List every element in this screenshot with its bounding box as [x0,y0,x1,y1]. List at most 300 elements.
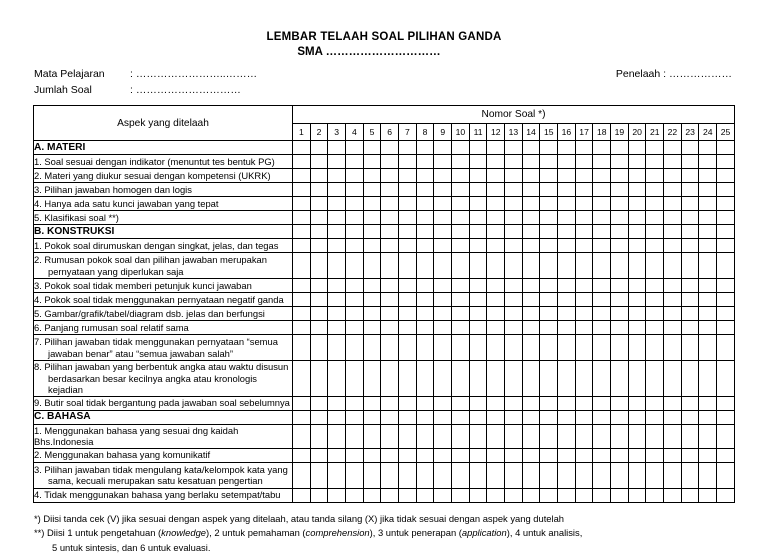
score-cell[interactable] [346,361,364,397]
score-cell[interactable] [664,448,682,462]
score-cell[interactable] [522,335,540,361]
score-cell[interactable] [505,253,523,279]
score-cell[interactable] [363,169,381,183]
score-cell[interactable] [558,335,576,361]
score-cell[interactable] [505,448,523,462]
score-cell[interactable] [717,169,735,183]
score-cell[interactable] [664,462,682,488]
score-cell[interactable] [522,410,540,424]
score-cell[interactable] [611,141,629,155]
score-cell[interactable] [699,279,717,293]
score-cell[interactable] [434,155,452,169]
score-cell[interactable] [611,197,629,211]
score-cell[interactable] [575,448,593,462]
score-cell[interactable] [310,293,328,307]
score-cell[interactable] [522,462,540,488]
score-cell[interactable] [505,361,523,397]
score-cell[interactable] [328,169,346,183]
score-cell[interactable] [469,253,487,279]
score-cell[interactable] [310,155,328,169]
score-cell[interactable] [381,211,399,225]
score-cell[interactable] [699,239,717,253]
score-cell[interactable] [575,225,593,239]
score-cell[interactable] [717,396,735,410]
score-cell[interactable] [717,335,735,361]
score-cell[interactable] [628,183,646,197]
score-cell[interactable] [664,279,682,293]
score-cell[interactable] [328,335,346,361]
score-cell[interactable] [699,169,717,183]
score-cell[interactable] [646,410,664,424]
score-cell[interactable] [346,141,364,155]
score-cell[interactable] [293,448,311,462]
score-cell[interactable] [628,335,646,361]
score-cell[interactable] [452,424,470,448]
score-cell[interactable] [328,424,346,448]
score-cell[interactable] [646,335,664,361]
score-cell[interactable] [310,307,328,321]
score-cell[interactable] [328,396,346,410]
score-cell[interactable] [558,239,576,253]
score-cell[interactable] [434,141,452,155]
score-cell[interactable] [310,279,328,293]
score-cell[interactable] [593,424,611,448]
score-cell[interactable] [399,197,417,211]
score-cell[interactable] [399,183,417,197]
score-cell[interactable] [310,197,328,211]
score-cell[interactable] [717,488,735,502]
score-cell[interactable] [346,307,364,321]
score-cell[interactable] [575,307,593,321]
score-cell[interactable] [399,396,417,410]
score-cell[interactable] [681,141,699,155]
score-cell[interactable] [416,410,434,424]
score-cell[interactable] [452,307,470,321]
score-cell[interactable] [346,335,364,361]
score-cell[interactable] [399,211,417,225]
score-cell[interactable] [681,279,699,293]
score-cell[interactable] [628,410,646,424]
score-cell[interactable] [646,448,664,462]
score-cell[interactable] [575,155,593,169]
score-cell[interactable] [416,141,434,155]
score-cell[interactable] [363,211,381,225]
score-cell[interactable] [487,141,505,155]
score-cell[interactable] [310,141,328,155]
score-cell[interactable] [505,141,523,155]
score-cell[interactable] [540,197,558,211]
score-cell[interactable] [558,293,576,307]
score-cell[interactable] [381,197,399,211]
score-cell[interactable] [381,424,399,448]
score-cell[interactable] [558,462,576,488]
score-cell[interactable] [593,293,611,307]
score-cell[interactable] [646,307,664,321]
score-cell[interactable] [522,211,540,225]
score-cell[interactable] [293,253,311,279]
score-cell[interactable] [381,169,399,183]
score-cell[interactable] [540,141,558,155]
score-cell[interactable] [328,225,346,239]
score-cell[interactable] [452,396,470,410]
score-cell[interactable] [416,361,434,397]
score-cell[interactable] [717,307,735,321]
score-cell[interactable] [469,279,487,293]
score-cell[interactable] [434,211,452,225]
score-cell[interactable] [628,211,646,225]
score-cell[interactable] [628,321,646,335]
score-cell[interactable] [558,253,576,279]
score-cell[interactable] [469,462,487,488]
score-cell[interactable] [681,169,699,183]
score-cell[interactable] [699,225,717,239]
score-cell[interactable] [310,396,328,410]
score-cell[interactable] [664,197,682,211]
score-cell[interactable] [293,410,311,424]
score-cell[interactable] [293,321,311,335]
score-cell[interactable] [611,448,629,462]
score-cell[interactable] [611,462,629,488]
score-cell[interactable] [363,396,381,410]
score-cell[interactable] [540,293,558,307]
score-cell[interactable] [505,183,523,197]
score-cell[interactable] [681,335,699,361]
score-cell[interactable] [381,488,399,502]
score-cell[interactable] [381,335,399,361]
score-cell[interactable] [558,361,576,397]
score-cell[interactable] [717,253,735,279]
score-cell[interactable] [699,183,717,197]
score-cell[interactable] [328,410,346,424]
score-cell[interactable] [487,448,505,462]
score-cell[interactable] [558,225,576,239]
score-cell[interactable] [363,197,381,211]
score-cell[interactable] [452,410,470,424]
score-cell[interactable] [434,396,452,410]
score-cell[interactable] [540,183,558,197]
score-cell[interactable] [434,361,452,397]
score-cell[interactable] [381,448,399,462]
score-cell[interactable] [558,410,576,424]
score-cell[interactable] [593,141,611,155]
score-cell[interactable] [540,424,558,448]
score-cell[interactable] [310,462,328,488]
score-cell[interactable] [558,211,576,225]
score-cell[interactable] [628,488,646,502]
score-cell[interactable] [346,488,364,502]
score-cell[interactable] [593,225,611,239]
score-cell[interactable] [399,293,417,307]
score-cell[interactable] [381,253,399,279]
score-cell[interactable] [487,197,505,211]
score-cell[interactable] [452,211,470,225]
score-cell[interactable] [416,307,434,321]
score-cell[interactable] [522,169,540,183]
score-cell[interactable] [522,321,540,335]
score-cell[interactable] [381,361,399,397]
score-cell[interactable] [293,141,311,155]
score-cell[interactable] [593,183,611,197]
score-cell[interactable] [664,169,682,183]
score-cell[interactable] [558,155,576,169]
score-cell[interactable] [558,396,576,410]
score-cell[interactable] [381,293,399,307]
score-cell[interactable] [575,253,593,279]
score-cell[interactable] [522,448,540,462]
score-cell[interactable] [628,462,646,488]
score-cell[interactable] [593,448,611,462]
score-cell[interactable] [469,410,487,424]
score-cell[interactable] [328,211,346,225]
score-cell[interactable] [293,169,311,183]
score-cell[interactable] [664,211,682,225]
score-cell[interactable] [328,141,346,155]
score-cell[interactable] [469,307,487,321]
score-cell[interactable] [346,211,364,225]
score-cell[interactable] [575,321,593,335]
score-cell[interactable] [646,253,664,279]
score-cell[interactable] [558,141,576,155]
score-cell[interactable] [540,396,558,410]
score-cell[interactable] [681,424,699,448]
score-cell[interactable] [346,424,364,448]
score-cell[interactable] [399,169,417,183]
score-cell[interactable] [575,462,593,488]
score-cell[interactable] [699,155,717,169]
score-cell[interactable] [558,197,576,211]
score-cell[interactable] [664,239,682,253]
score-cell[interactable] [522,424,540,448]
score-cell[interactable] [717,197,735,211]
score-cell[interactable] [699,141,717,155]
score-cell[interactable] [664,410,682,424]
score-cell[interactable] [505,239,523,253]
score-cell[interactable] [363,321,381,335]
score-cell[interactable] [416,225,434,239]
score-cell[interactable] [505,410,523,424]
score-cell[interactable] [699,307,717,321]
score-cell[interactable] [522,225,540,239]
score-cell[interactable] [434,197,452,211]
score-cell[interactable] [363,141,381,155]
score-cell[interactable] [416,448,434,462]
score-cell[interactable] [717,410,735,424]
score-cell[interactable] [540,169,558,183]
score-cell[interactable] [681,396,699,410]
score-cell[interactable] [611,361,629,397]
score-cell[interactable] [664,183,682,197]
score-cell[interactable] [575,293,593,307]
score-cell[interactable] [558,488,576,502]
score-cell[interactable] [540,410,558,424]
score-cell[interactable] [593,279,611,293]
score-cell[interactable] [664,424,682,448]
score-cell[interactable] [681,462,699,488]
score-cell[interactable] [522,155,540,169]
score-cell[interactable] [452,141,470,155]
score-cell[interactable] [540,321,558,335]
score-cell[interactable] [487,321,505,335]
score-cell[interactable] [381,462,399,488]
score-cell[interactable] [416,197,434,211]
score-cell[interactable] [628,169,646,183]
score-cell[interactable] [487,169,505,183]
score-cell[interactable] [346,448,364,462]
score-cell[interactable] [664,321,682,335]
score-cell[interactable] [611,321,629,335]
score-cell[interactable] [399,155,417,169]
score-cell[interactable] [611,335,629,361]
score-cell[interactable] [505,307,523,321]
score-cell[interactable] [328,279,346,293]
score-cell[interactable] [522,239,540,253]
score-cell[interactable] [416,279,434,293]
score-cell[interactable] [575,279,593,293]
score-cell[interactable] [717,239,735,253]
score-cell[interactable] [611,169,629,183]
score-cell[interactable] [346,169,364,183]
score-cell[interactable] [310,321,328,335]
score-cell[interactable] [487,396,505,410]
score-cell[interactable] [717,141,735,155]
score-cell[interactable] [434,321,452,335]
score-cell[interactable] [452,169,470,183]
score-cell[interactable] [646,293,664,307]
score-cell[interactable] [540,335,558,361]
score-cell[interactable] [434,448,452,462]
score-cell[interactable] [558,279,576,293]
score-cell[interactable] [681,361,699,397]
score-cell[interactable] [522,197,540,211]
score-cell[interactable] [381,396,399,410]
score-cell[interactable] [611,155,629,169]
score-cell[interactable] [540,253,558,279]
score-cell[interactable] [664,488,682,502]
score-cell[interactable] [487,155,505,169]
score-cell[interactable] [363,253,381,279]
score-cell[interactable] [681,155,699,169]
score-cell[interactable] [611,239,629,253]
score-cell[interactable] [699,293,717,307]
score-cell[interactable] [452,253,470,279]
score-cell[interactable] [487,279,505,293]
score-cell[interactable] [416,155,434,169]
score-cell[interactable] [593,253,611,279]
score-cell[interactable] [487,307,505,321]
score-cell[interactable] [575,335,593,361]
score-cell[interactable] [416,169,434,183]
score-cell[interactable] [434,424,452,448]
score-cell[interactable] [452,361,470,397]
score-cell[interactable] [699,396,717,410]
score-cell[interactable] [593,307,611,321]
score-cell[interactable] [699,335,717,361]
score-cell[interactable] [628,225,646,239]
score-cell[interactable] [293,361,311,397]
score-cell[interactable] [646,424,664,448]
score-cell[interactable] [381,307,399,321]
score-cell[interactable] [399,488,417,502]
score-cell[interactable] [505,462,523,488]
score-cell[interactable] [346,462,364,488]
score-cell[interactable] [558,424,576,448]
score-cell[interactable] [646,462,664,488]
score-cell[interactable] [293,462,311,488]
score-cell[interactable] [611,225,629,239]
score-cell[interactable] [399,253,417,279]
score-cell[interactable] [611,253,629,279]
score-cell[interactable] [540,307,558,321]
score-cell[interactable] [399,424,417,448]
score-cell[interactable] [628,253,646,279]
score-cell[interactable] [381,141,399,155]
score-cell[interactable] [452,335,470,361]
score-cell[interactable] [487,410,505,424]
score-cell[interactable] [646,321,664,335]
score-cell[interactable] [452,321,470,335]
score-cell[interactable] [522,396,540,410]
score-cell[interactable] [540,462,558,488]
score-cell[interactable] [328,448,346,462]
score-cell[interactable] [416,211,434,225]
score-cell[interactable] [399,335,417,361]
score-cell[interactable] [540,488,558,502]
score-cell[interactable] [416,424,434,448]
score-cell[interactable] [681,183,699,197]
score-cell[interactable] [628,279,646,293]
score-cell[interactable] [646,361,664,397]
score-cell[interactable] [522,141,540,155]
score-cell[interactable] [611,396,629,410]
score-cell[interactable] [452,279,470,293]
score-cell[interactable] [293,197,311,211]
score-cell[interactable] [293,155,311,169]
score-cell[interactable] [664,141,682,155]
score-cell[interactable] [310,361,328,397]
score-cell[interactable] [452,183,470,197]
score-cell[interactable] [717,279,735,293]
score-cell[interactable] [664,396,682,410]
score-cell[interactable] [487,335,505,361]
score-cell[interactable] [522,279,540,293]
score-cell[interactable] [452,225,470,239]
score-cell[interactable] [487,225,505,239]
score-cell[interactable] [469,488,487,502]
score-cell[interactable] [540,448,558,462]
score-cell[interactable] [487,239,505,253]
score-cell[interactable] [575,211,593,225]
score-cell[interactable] [487,424,505,448]
score-cell[interactable] [399,239,417,253]
score-cell[interactable] [505,197,523,211]
score-cell[interactable] [434,335,452,361]
score-cell[interactable] [505,225,523,239]
score-cell[interactable] [346,183,364,197]
score-cell[interactable] [469,155,487,169]
score-cell[interactable] [293,279,311,293]
score-cell[interactable] [310,183,328,197]
score-cell[interactable] [540,225,558,239]
score-cell[interactable] [699,361,717,397]
score-cell[interactable] [434,239,452,253]
score-cell[interactable] [328,462,346,488]
score-cell[interactable] [293,335,311,361]
score-cell[interactable] [416,293,434,307]
score-cell[interactable] [593,396,611,410]
score-cell[interactable] [469,293,487,307]
score-cell[interactable] [664,293,682,307]
score-cell[interactable] [346,293,364,307]
